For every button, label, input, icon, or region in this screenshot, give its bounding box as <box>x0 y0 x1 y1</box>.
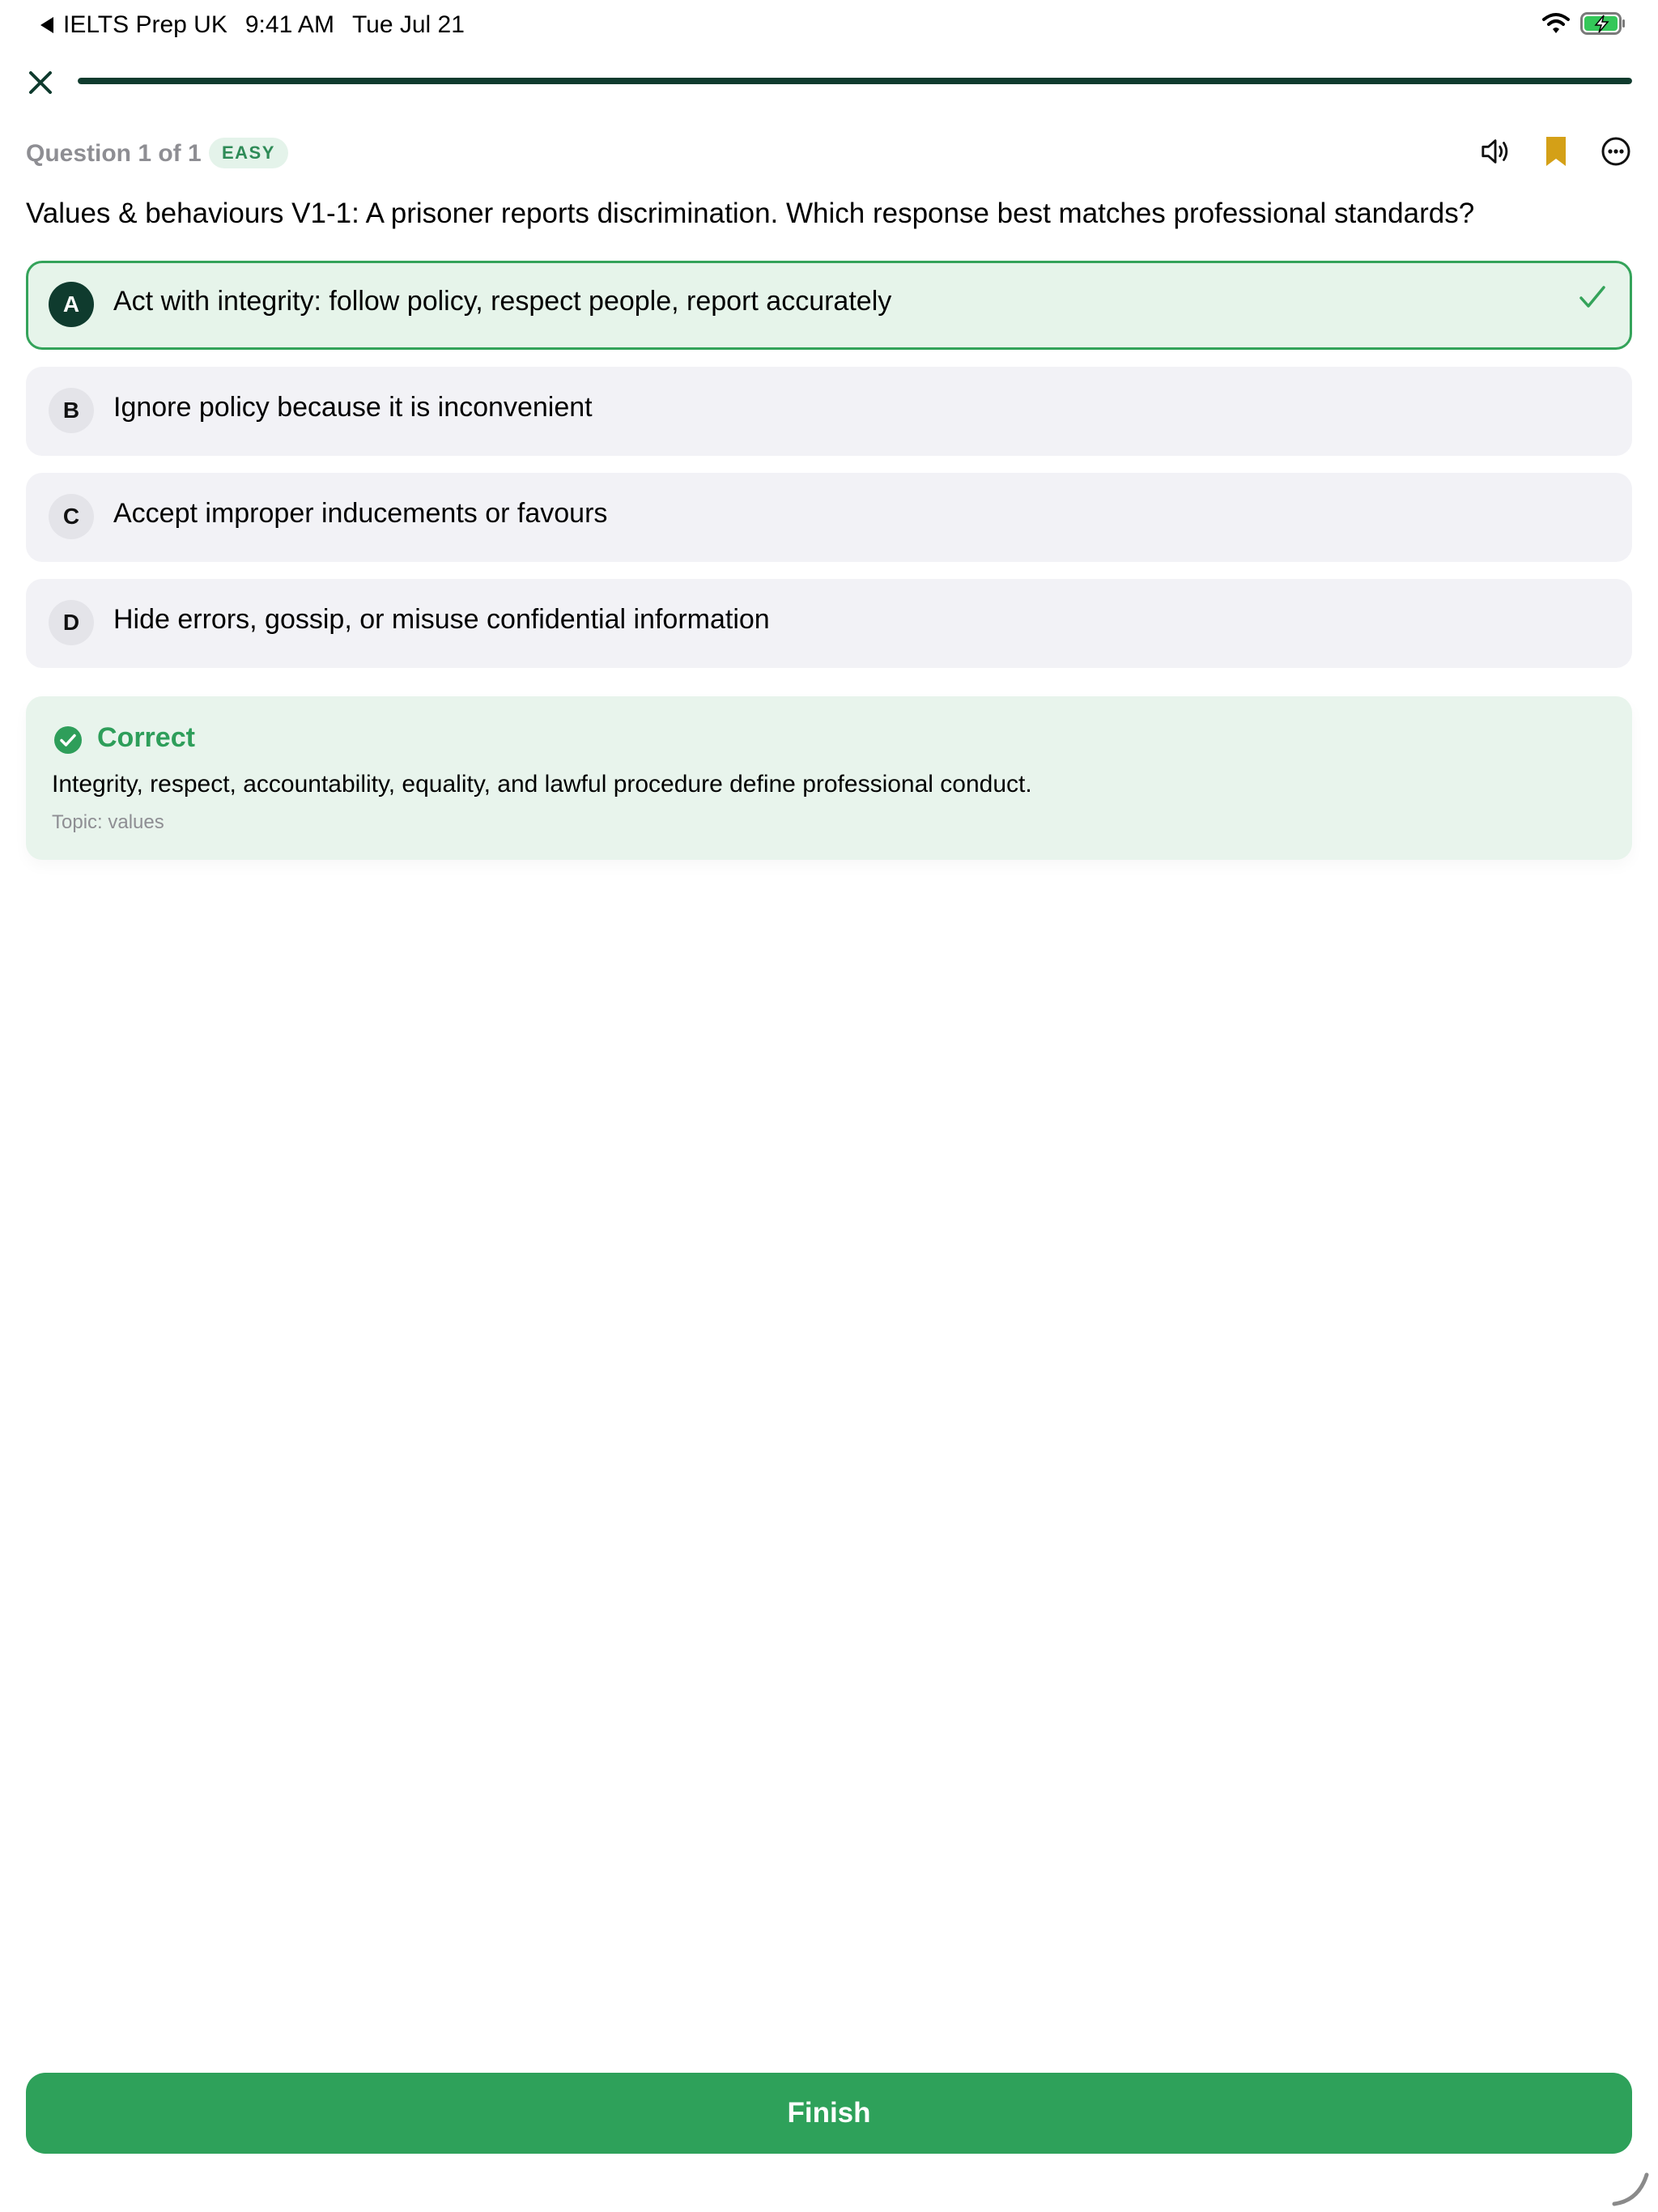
option-b[interactable] <box>26 367 1632 456</box>
back-app-label[interactable]: IELTS Prep UK <box>63 11 227 38</box>
option-d[interactable] <box>26 579 1632 668</box>
option-letter: C <box>49 494 94 539</box>
close-button[interactable] <box>24 66 57 99</box>
battery-charging-icon <box>1580 12 1626 39</box>
back-arrow-icon[interactable] <box>40 17 53 33</box>
feedback-explanation: Integrity, respect, accountability, equality, and lawful procedure define professional conduct. <box>52 771 1032 798</box>
header-actions <box>1480 134 1632 169</box>
bookmark-icon[interactable] <box>1540 134 1572 169</box>
status-right <box>1541 11 1626 40</box>
status-bar <box>0 0 1658 52</box>
progress-bar <box>78 78 1632 84</box>
status-left <box>40 11 465 39</box>
close-icon <box>24 66 57 99</box>
option-letter: D <box>49 600 94 645</box>
question-counter: Question 1 of 1 <box>26 140 202 167</box>
difficulty-badge: EASY <box>209 138 288 168</box>
wifi-icon <box>1541 11 1571 40</box>
option-text: Accept improper inducements or favours <box>113 498 608 529</box>
option-letter: B <box>49 388 94 433</box>
option-text: Ignore policy because it is inconvenient <box>113 392 593 423</box>
quiz-top-bar <box>0 63 1658 99</box>
checkmark-icon <box>1576 281 1609 313</box>
speaker-icon[interactable] <box>1480 134 1512 169</box>
finish-button[interactable]: Finish <box>26 2073 1632 2154</box>
question-header <box>26 134 1632 174</box>
option-text: Hide errors, gossip, or misuse confidential information <box>113 604 770 635</box>
feedback-title: Correct <box>97 722 195 753</box>
status-time: 9:41 AM <box>244 11 334 38</box>
question-text: Values & behaviours V1-1: A prisoner reports discrimination. Which response best matches professional standards? <box>26 198 1475 229</box>
option-letter: A <box>49 282 94 327</box>
feedback-topic: Topic: values <box>52 811 164 833</box>
option-a[interactable] <box>26 261 1632 350</box>
check-circle-icon <box>53 725 83 755</box>
option-c[interactable] <box>26 473 1632 562</box>
option-text: Act with integrity: follow policy, respect people, report accurately <box>113 286 892 317</box>
more-icon[interactable] <box>1600 134 1632 169</box>
progress-fill <box>78 78 1632 84</box>
answer-options <box>26 261 1632 685</box>
resize-handle-icon[interactable] <box>1611 2168 1650 2207</box>
feedback-card <box>26 696 1632 860</box>
status-date: Tue Jul 21 <box>351 11 465 38</box>
